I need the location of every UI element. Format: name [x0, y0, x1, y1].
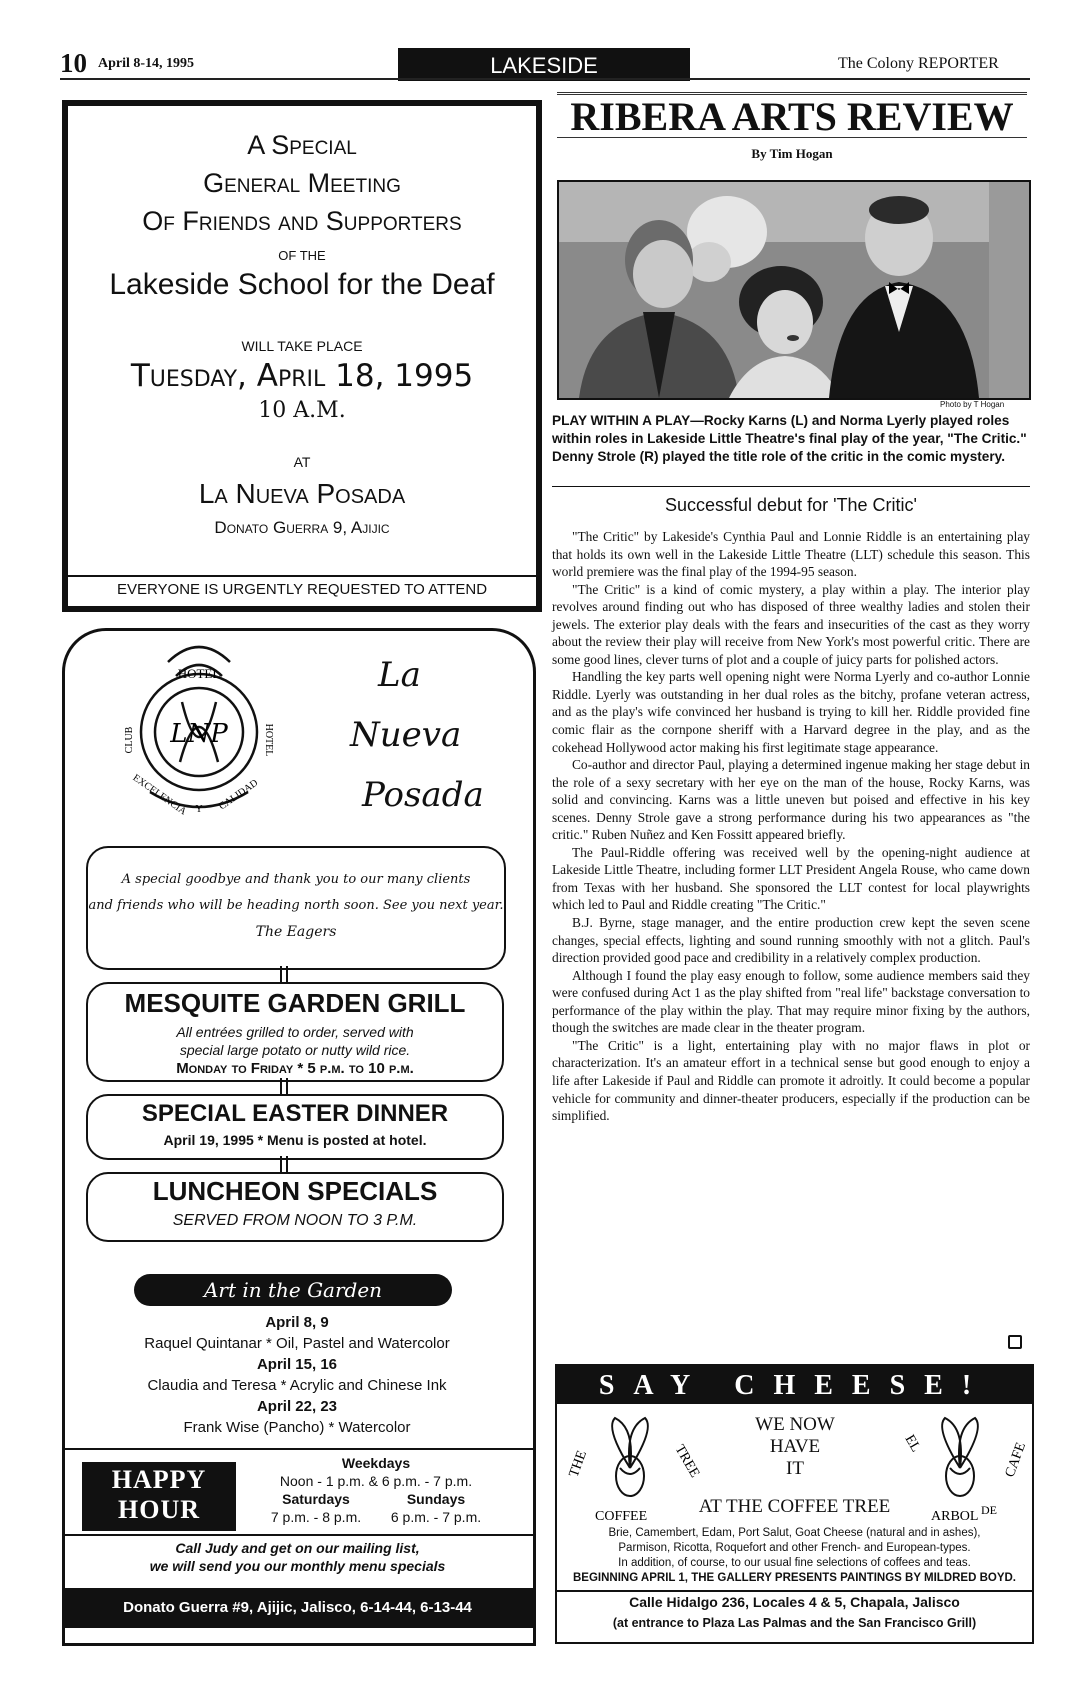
right-arc-2: ARBOL	[931, 1509, 979, 1524]
crest-left-text: CLUB	[124, 726, 135, 754]
meeting-notice	[62, 100, 542, 612]
saturdays-label: Saturdays	[282, 1491, 350, 1507]
crest-top-text: HOTEL	[177, 666, 221, 681]
photo-credit: Photo by T Hogan	[940, 400, 1005, 409]
posada-footer: Donato Guerra #9, Ajijic, Jalisco, 6-14-44, 6-13-44	[62, 1588, 533, 1628]
article-paragraph: "The Critic" is a light, entertaining play with no major flaws in plot or characterization. It's an amateur effort in a technical sense but good enough to enjoy a life after Lakeside if Paul and Riddle can promote it adroitly. It could become a popular vehicle for community and dinner-theater producers, especially if the production can be simplified.	[552, 1037, 1030, 1124]
art-date-2: April 15, 16	[256, 1356, 338, 1373]
crest-bottom-left-text: EXCELENCIA	[130, 772, 189, 818]
article-headline: Successful debut for 'The Critic'	[665, 495, 917, 515]
art-artist-3: Frank Wise (Pancho) * Watercolor	[183, 1419, 411, 1436]
photo-scene	[559, 182, 1029, 398]
cheese-center-4: AT THE COFFEE TREE	[698, 1496, 891, 1517]
section-banner: LAKESIDE	[398, 48, 690, 81]
meeting-line-3: Of Friends and Supporters	[142, 206, 462, 236]
meeting-venue: La Nueva Posada	[198, 478, 406, 509]
call-line-1: Call Judy and get on our mailing list,	[175, 1540, 420, 1556]
saturdays-times: 7 p.m. - 8 p.m.	[270, 1509, 362, 1525]
review-byline: By Tim Hogan	[751, 146, 833, 161]
review-photo	[557, 180, 1031, 400]
grill-line-2: special large potato or nutty wild rice.	[179, 1042, 411, 1058]
article-paragraph: B.J. Byrne, stage manager, and the entire production crew kept the seven scene changes, special effects, lighting and sound running smoothly with not a glitch. Paul's direction provided good pace and credibility in a relatively complex production.	[552, 915, 1030, 966]
left-arc-1: THE	[566, 1448, 591, 1480]
left-arc-2: TREE	[671, 1442, 703, 1481]
sundays-label: Sundays	[406, 1491, 466, 1507]
will-take-place: WILL TAKE PLACE	[241, 338, 363, 354]
luncheon-title: LUNCHEON SPECIALS	[152, 1176, 438, 1206]
connector	[280, 966, 288, 982]
easter-subtitle: April 19, 1995 * Menu is posted at hotel.	[163, 1132, 427, 1148]
cheese-ad	[555, 1364, 1034, 1644]
crest-monogram: LNP	[170, 719, 228, 749]
happy-hour-rule	[62, 1448, 533, 1450]
article-paragraph: "The Critic" is a kind of comic mystery, a play within a play. The interior play revolves around finding out who has disposed of three wealthy ladies and stolen their jewels. The exterior play deals with the fears and insecurities of the cast as they worry about the review their play will receive from New York's most powerful critic. There are some good lines, clever turns of plot and a couple of juicy parts for polished actors.	[552, 581, 1030, 667]
caption-rule	[552, 486, 1030, 487]
posada-name-1: La	[378, 655, 421, 695]
crest-right-text: HOTEL	[263, 723, 274, 757]
end-mark-icon	[1008, 1335, 1022, 1349]
goodbye-line-1: A special goodbye and thank you to our many clients	[121, 872, 471, 887]
goodbye-signature: The Eagers	[255, 924, 337, 940]
school-name: Lakeside School for the Deaf	[109, 268, 495, 301]
happy-hour-badge	[82, 1462, 236, 1531]
cheese-address-1: Calle Hidalgo 236, Locales 4 & 5, Chapala, Jalisco	[629, 1594, 960, 1610]
goodbye-box	[86, 846, 506, 970]
luncheon-subtitle: SERVED FROM NOON TO 3 P.M.	[172, 1212, 418, 1229]
weekdays-label: Weekdays	[341, 1455, 411, 1471]
goodbye-line-2: and friends who will be heading north soon. See you next year.	[88, 898, 504, 913]
article-paragraph: "The Critic" by Lakeside's Cynthia Paul and Lonnie Riddle is an entertaining play that holds its own well in the Lakeside Little Theatre (LLT) schedule this season. This world premiere was the final play of the 1994-95 season.	[552, 529, 1030, 580]
cheese-list	[557, 1526, 1032, 1571]
hour-word: HOUR	[118, 1495, 200, 1524]
right-arc-3: DE	[981, 1503, 997, 1517]
art-date-3: April 22, 23	[256, 1398, 338, 1415]
meeting-line-1: A Special	[247, 130, 357, 160]
gallery-notice: BEGINNING APRIL 1, THE GALLERY PRESENTS PAINTINGS BY MILDRED BOYD.	[572, 1572, 1016, 1584]
issue-date: April 8-14, 1995	[98, 56, 195, 71]
weekdays-times: Noon - 1 p.m. & 6 p.m. - 7 p.m.	[279, 1473, 473, 1489]
header-rule	[60, 78, 1030, 80]
page-number: 10	[60, 48, 87, 78]
call-rule	[62, 1534, 533, 1536]
meeting-time: 10 A.M.	[258, 398, 346, 423]
grill-box	[86, 982, 504, 1082]
grill-line-1: All entrées grilled to order, served with	[176, 1024, 414, 1040]
call-line-2: we will send you our monthly menu specials	[149, 1558, 446, 1574]
cheese-banner: SAY CHEESE!	[557, 1366, 1032, 1404]
meeting-of-the: OF THE	[278, 248, 326, 263]
article-paragraph: Co-author and director Paul, playing a determined ingenue making her stage debut in the role of a sexy secretary with her eye on the man of the house, Rocky Karns, was solid and convincing. Karns was a little uneven but poised and effective in his key scenes. Denny Strole gave a strong performance during his two appearances as "the critic." Ruben Nuñez and Ken Fossitt appeared briefly.	[552, 757, 1030, 843]
happy-word: HAPPY	[111, 1465, 207, 1494]
grill-title: MESQUITE GARDEN GRILL	[124, 988, 466, 1018]
left-arc-3: COFFEE	[595, 1509, 648, 1524]
meeting-address: Donato Guerra 9, Ajijic	[214, 518, 390, 537]
right-arc-4: CAFE	[1002, 1440, 1030, 1480]
cheese-list-2: Parmison, Ricotta, Roquefort and other French- and European-types.	[618, 1542, 971, 1554]
right-arc-1: EL	[901, 1432, 924, 1455]
cheese-rule	[557, 1590, 1032, 1592]
cheese-list-3: In addition, of course, to our usual fine selections of coffees and teas.	[618, 1557, 971, 1569]
connector	[280, 1156, 288, 1172]
cheese-center-3: IT	[786, 1458, 804, 1479]
attend-notice: EVERYONE IS URGENTLY REQUESTED TO ATTEND	[68, 575, 536, 598]
grill-hours: Monday to Friday * 5 p.m. to 10 p.m.	[176, 1060, 414, 1077]
easter-box	[86, 1094, 504, 1160]
connector	[280, 1078, 288, 1094]
article-body	[552, 528, 1030, 1125]
cheese-list-1: Brie, Camembert, Edam, Port Salut, Goat Cheese (natural and in ashes),	[608, 1527, 981, 1539]
cheese-center-1: WE NOW	[755, 1414, 835, 1435]
hotel-crest-logo	[120, 632, 278, 830]
crest-bottom-mid-text: Y	[195, 804, 203, 815]
cheese-center-2: HAVE	[769, 1436, 821, 1457]
cheese-center-text	[697, 1414, 893, 1480]
meeting-date: Tuesday, April 18, 1995	[130, 358, 474, 394]
meeting-line-2: General Meeting	[203, 168, 401, 198]
art-artist-2: Claudia and Teresa * Acrylic and Chinese Ink	[147, 1377, 447, 1394]
newspaper-name: The Colony REPORTER	[838, 55, 999, 72]
article-paragraph: The Paul-Riddle offering was received well by the opening-night audience at Lakeside Little Theatre, including former LLT President Angela Rouse, who came down from Texas with her husband. She sponsored the LLT contest for local playwrights which led to Paul and Riddle creating "The Critic."	[552, 844, 1030, 913]
art-date-1: April 8, 9	[265, 1314, 329, 1331]
easter-title: SPECIAL EASTER DINNER	[141, 1100, 449, 1127]
art-artist-1: Raquel Quintanar * Oil, Pastel and Watercolor	[144, 1335, 450, 1352]
article-paragraph: Although I found the play easy enough to follow, some audience members said they were confused during Act 1 as the play shifted from "real life" backstage conversation to performance of the play within the play. That may require minor fixing by the authors, though the switches are made clear in the theater program.	[552, 967, 1030, 1036]
photo-caption: PLAY WITHIN A PLAY—Rocky Karns (L) and Norma Lyerly played roles within roles in Lakeside Little Theatre's final play of the year, "The Critic." Denny Strole (R) played the title role of the critic in the comic mystery.	[552, 413, 1027, 464]
article-paragraph: Handling the key parts well opening night were Norma Lyerly and co-author Lonnie Riddle. Lyerly was outstanding in her dual roles as the bitchy, profane veteran actress, and as the play's wife convinced her husband is trying to kill her. Riddle provided fine comic flair as the cornpone sheriff with a Harvard degree in the play, and as the cokehead Hollywood actor making his first legitimate stage appearance.	[552, 669, 1030, 755]
cheese-address-2: (at entrance to Plaza Las Palmas and the San Francisco Grill)	[612, 1616, 977, 1630]
posada-name-2: Nueva	[350, 715, 462, 755]
meeting-at: AT	[293, 454, 311, 470]
luncheon-box	[86, 1172, 504, 1242]
art-garden-banner: Art in the Garden	[134, 1274, 452, 1306]
posada-name-3: Posada	[362, 775, 484, 815]
review-title: RIBERA ARTS REVIEW	[557, 92, 1027, 138]
crest-bottom-right-text: CALIDAD	[216, 777, 261, 813]
sundays-times: 6 p.m. - 7 p.m.	[390, 1509, 482, 1525]
